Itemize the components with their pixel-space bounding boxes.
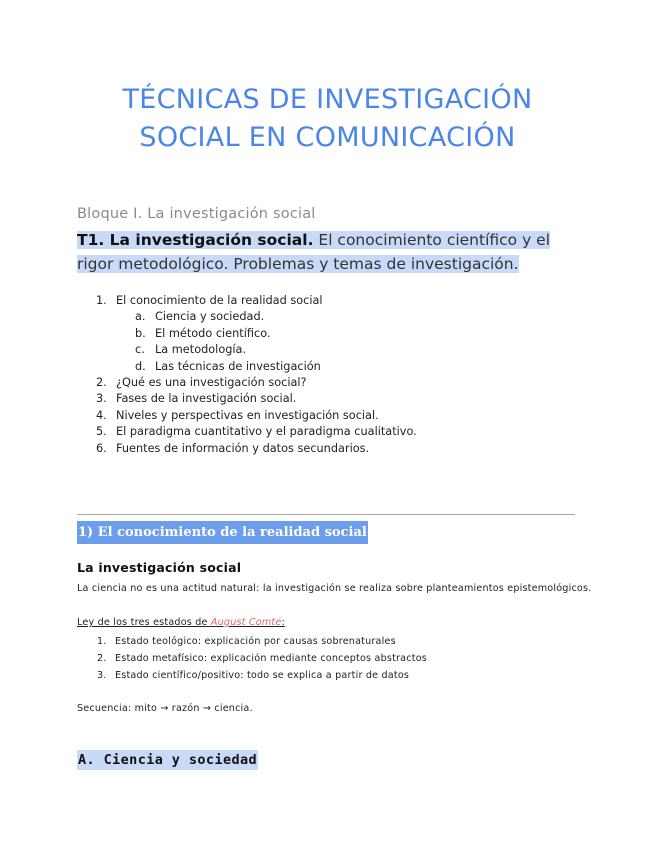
topic-heading [77, 228, 567, 276]
toc-item-label: El paradigma cuantitativo y el paradigma cualitativo. [116, 425, 417, 439]
toc-subitem-label: Las técnicas de investigación [155, 359, 321, 373]
toc-subitem-letter: c. [135, 343, 145, 357]
sequence-text: Secuencia: mito → razón → ciencia. [77, 703, 253, 714]
law-stage-number: 1. [97, 636, 107, 647]
table-of-contents [96, 293, 417, 457]
paragraph: La ciencia no es una actitud natural: la investigación se realiza sobre planteamientos epistemológicos. [77, 583, 592, 594]
topic-heading-bold: T1. La investigación social. [77, 231, 314, 249]
toc-subitem [135, 359, 417, 375]
toc-item-number: 3. [96, 392, 107, 406]
toc-subitem-letter: a. [135, 310, 146, 324]
law-stage-item [97, 633, 427, 650]
section-heading: 1) El conocimiento de la realidad social [77, 521, 368, 544]
law-author: August Comte [210, 617, 282, 628]
law-intro-colon: : [281, 617, 285, 628]
law-stages-list [97, 633, 427, 684]
document-title-line-1: TÉCNICAS DE INVESTIGACIÓN [122, 84, 533, 115]
toc-item [96, 391, 417, 407]
toc-item [96, 293, 417, 375]
toc-sublist [135, 309, 417, 375]
toc-item-label: Niveles y perspectivas en investigación social. [116, 408, 379, 422]
law-stage-label: Estado metafísico: explicación mediante conceptos abstractos [115, 653, 427, 664]
toc-subitem-letter: d. [135, 359, 146, 373]
law-intro-text: Ley de los tres estados de [77, 617, 211, 628]
toc-subitem-label: Ciencia y sociedad. [155, 310, 265, 324]
toc-item [96, 441, 417, 457]
subsection-heading: La investigación social [77, 560, 242, 575]
law-stage-item [97, 667, 427, 684]
law-stage-item [97, 650, 427, 667]
toc-subitem-label: El método científico. [155, 326, 271, 340]
toc-subitem-letter: b. [135, 326, 146, 340]
toc-item-label: ¿Qué es una investigación social? [116, 376, 307, 390]
document-title-line-2: SOCIAL EN COMUNICACIÓN [139, 122, 516, 153]
law-stage-number: 2. [97, 653, 107, 664]
toc-item [96, 424, 417, 440]
block-heading: Bloque I. La investigación social [77, 206, 316, 222]
horizontal-divider [77, 514, 575, 515]
toc-item-number: 5. [96, 425, 107, 439]
toc-item-label: Fases de la investigación social. [116, 392, 297, 406]
toc-item-number: 2. [96, 376, 107, 390]
law-stage-label: Estado científico/positivo: todo se explica a partir de datos [115, 670, 410, 681]
toc-subitem [135, 342, 417, 358]
law-stage-number: 3. [97, 670, 107, 681]
toc-item-label: El conocimiento de la realidad social [116, 294, 323, 307]
toc-subitem [135, 326, 417, 342]
toc-subitem-label: La metodología. [155, 343, 247, 357]
toc-item-number: 6. [96, 441, 107, 455]
law-intro [77, 617, 285, 628]
toc-subitem [135, 309, 417, 325]
section-a-heading: A. Ciencia y sociedad [78, 752, 258, 768]
toc-item-label: Fuentes de información y datos secundarios. [116, 441, 370, 455]
topic-heading-rest: El conocimiento científico y el rigor metodológico. Problemas y temas de investigación. [77, 231, 551, 273]
law-stage-label: Estado teológico: explicación por causas sobrenaturales [115, 636, 396, 647]
toc-item-number: 4. [96, 408, 107, 422]
toc-item [96, 408, 417, 424]
toc-item [96, 375, 417, 391]
toc-item-number: 1. [96, 294, 107, 307]
